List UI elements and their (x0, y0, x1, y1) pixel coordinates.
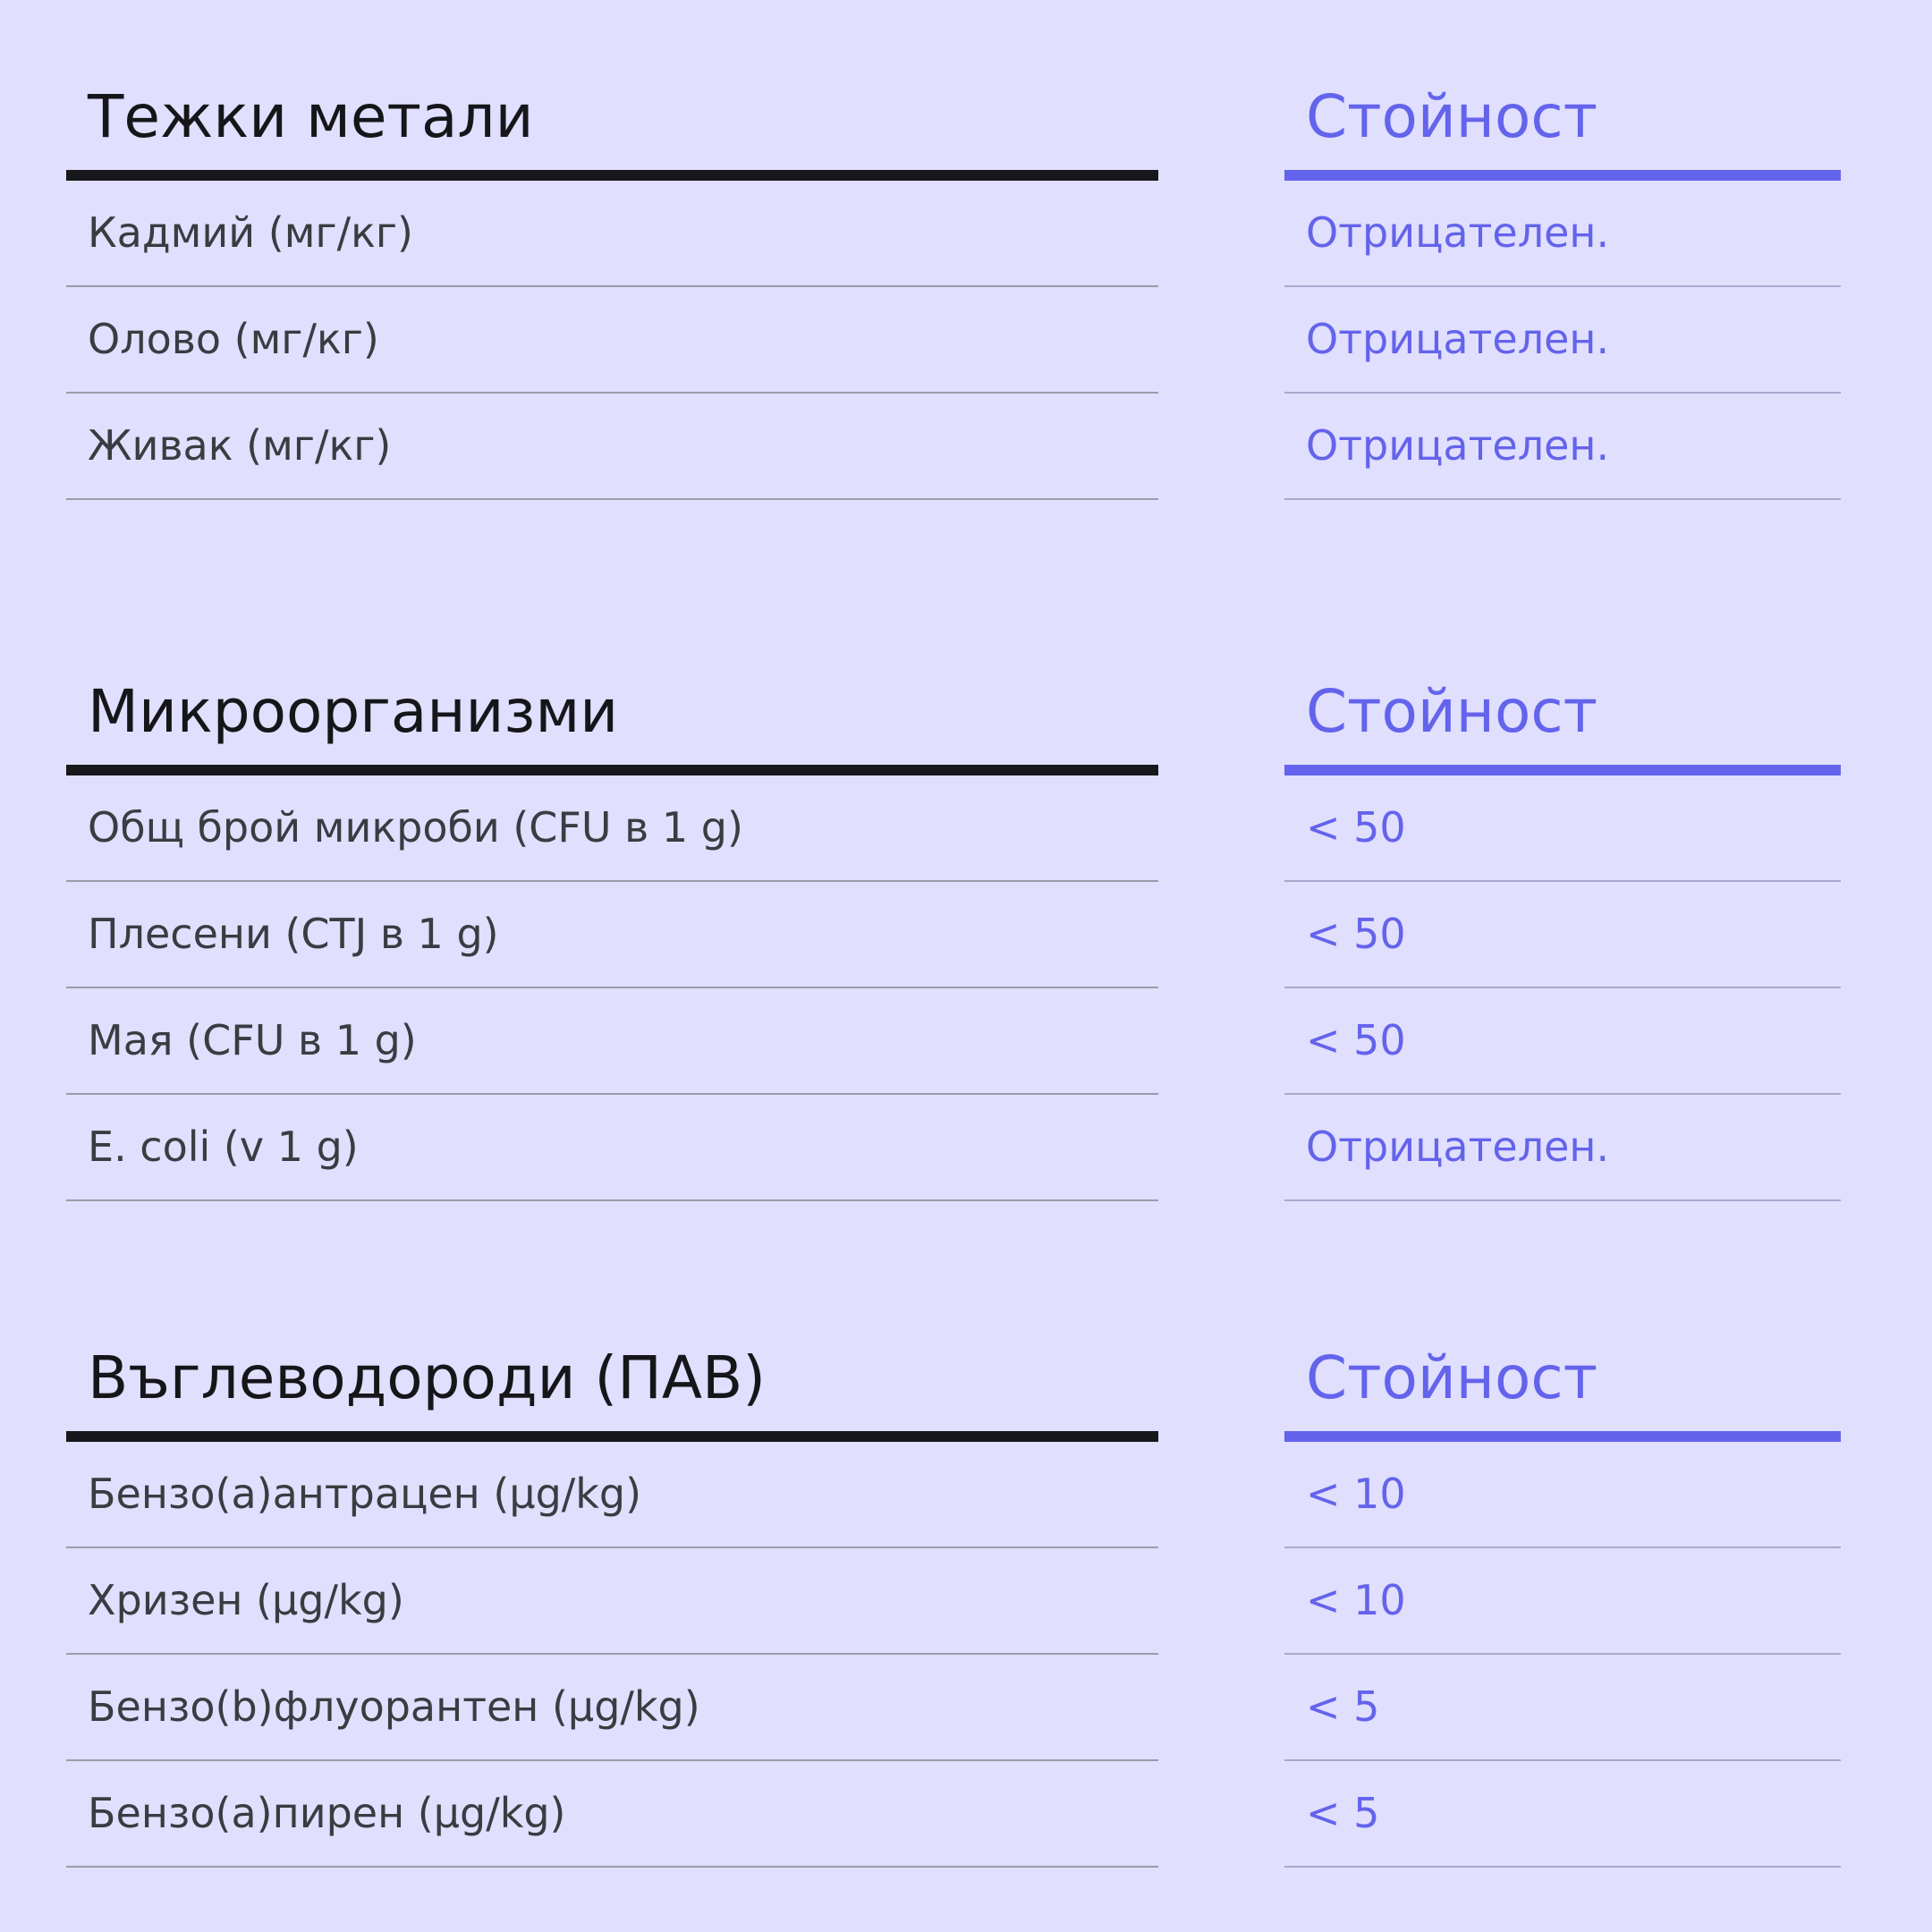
table-row (66, 394, 1158, 500)
value-cell: Отрицателен. (1306, 315, 1610, 363)
table-row (66, 287, 1158, 394)
value-cell: Отрицателен. (1306, 208, 1610, 257)
parameter-label: E. coli (v 1 g) (88, 1123, 359, 1171)
section-title: Микроорганизми (88, 677, 619, 746)
value-header-label: Стойност (1306, 82, 1598, 151)
table-row (1284, 775, 1841, 882)
parameter-label: Олово (мг/кг) (88, 315, 379, 363)
value-cell: Отрицателен. (1306, 1123, 1610, 1171)
parameter-label: Плесени (CTJ в 1 g) (88, 910, 499, 958)
value-cell: < 50 (1306, 803, 1406, 852)
table-row (66, 1548, 1158, 1655)
table-row (66, 1095, 1158, 1201)
value-header (1284, 1324, 1841, 1442)
parameter-label: Общ брой микроби (CFU в 1 g) (88, 803, 743, 852)
value-header (1284, 63, 1841, 181)
section-header (66, 1324, 1158, 1442)
parameter-label: Бензо(b)флуорантен (µg/kg) (88, 1682, 700, 1731)
parameter-label: Мая (CFU в 1 g) (88, 1016, 417, 1064)
parameter-column (66, 657, 1158, 1201)
value-cell: < 5 (1306, 1789, 1380, 1837)
parameter-label: Кадмий (мг/кг) (88, 208, 413, 257)
value-column (1284, 1324, 1841, 1868)
section-title: Въглеводороди (ПАВ) (88, 1343, 767, 1412)
section-header (66, 63, 1158, 181)
parameter-column (66, 63, 1158, 500)
table-row (1284, 1442, 1841, 1548)
table-row (66, 181, 1158, 287)
parameter-label: Бензо(a)пирен (µg/kg) (88, 1789, 566, 1837)
table-row (66, 1655, 1158, 1761)
section-title: Тежки метали (88, 82, 534, 151)
parameter-label: Бензо(a)антрацен (µg/kg) (88, 1470, 642, 1518)
table-row (66, 988, 1158, 1095)
value-cell: < 50 (1306, 1016, 1406, 1064)
table-row (1284, 882, 1841, 988)
value-cell: Отрицателен. (1306, 421, 1610, 470)
value-cell: < 10 (1306, 1470, 1406, 1518)
value-header (1284, 657, 1841, 775)
table-row (1284, 1548, 1841, 1655)
parameter-label: Хризен (µg/kg) (88, 1576, 404, 1624)
value-cell: < 10 (1306, 1576, 1406, 1624)
table-row (66, 1442, 1158, 1548)
table-row (66, 775, 1158, 882)
table-row (1284, 287, 1841, 394)
table-row (1284, 1095, 1841, 1201)
section-header (66, 657, 1158, 775)
value-header-label: Стойност (1306, 677, 1598, 746)
table-row (1284, 1655, 1841, 1761)
table-row (1284, 988, 1841, 1095)
table-row (1284, 394, 1841, 500)
value-cell: < 5 (1306, 1682, 1380, 1731)
table-row (66, 1761, 1158, 1868)
table-row (1284, 181, 1841, 287)
parameter-label: Живак (мг/кг) (88, 421, 392, 470)
value-cell: < 50 (1306, 910, 1406, 958)
table-row (1284, 1761, 1841, 1868)
value-column (1284, 63, 1841, 500)
value-column (1284, 657, 1841, 1201)
table-row (66, 882, 1158, 988)
parameter-column (66, 1324, 1158, 1868)
value-header-label: Стойност (1306, 1343, 1598, 1412)
